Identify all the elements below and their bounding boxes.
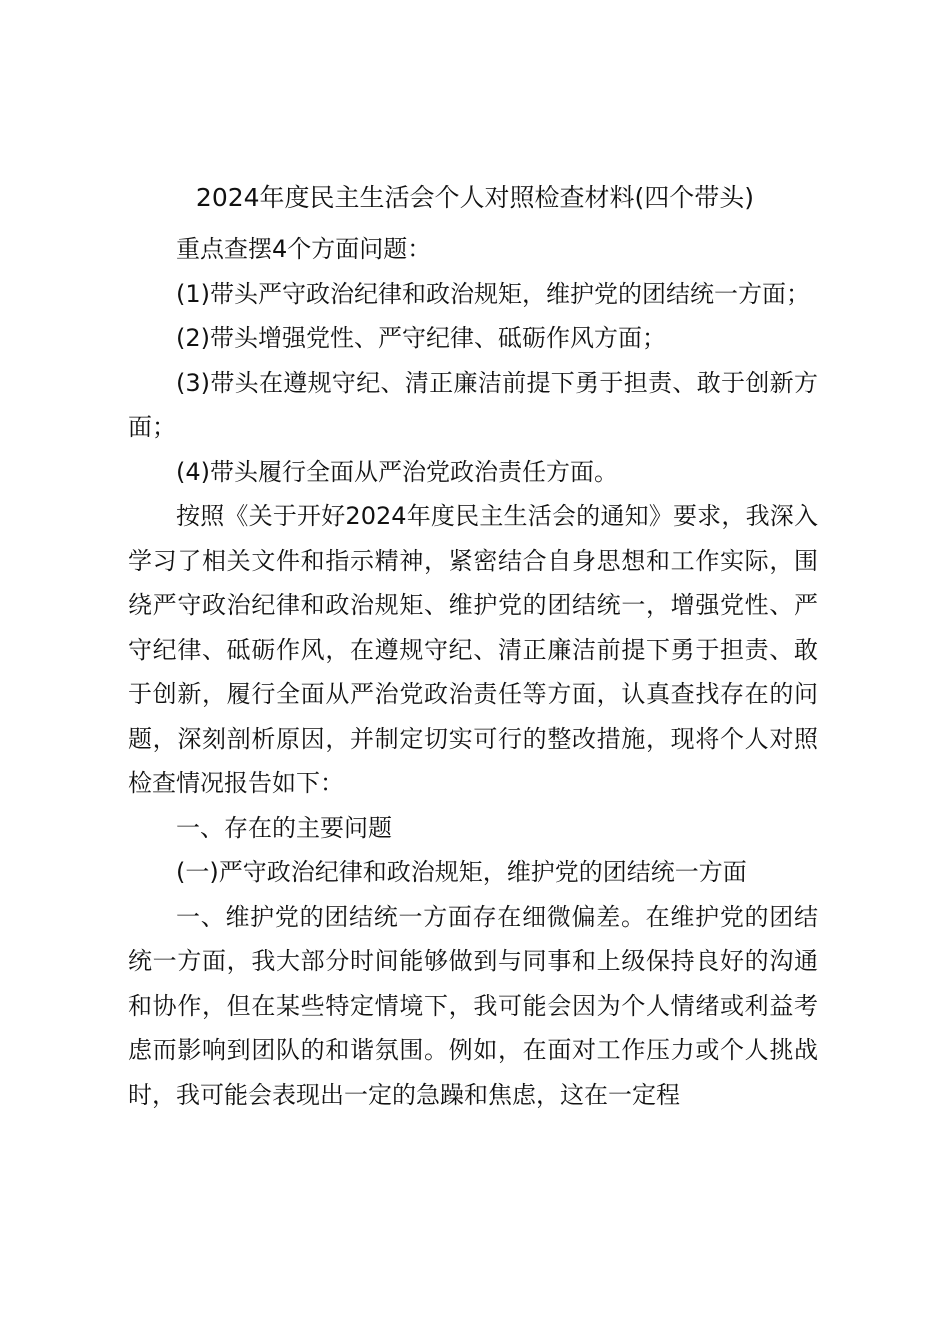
document-body — [128, 227, 818, 1117]
paragraph-item-2: (2)带头增强党性、严守纪律、砥砺作风方面； — [176, 324, 666, 352]
paragraph-preface: 按照《关于开好2024年度民主生活会的通知》要求，我深入学习了相关文件和指示精神，紧密结合自身思想和工作实际，围绕严守政治纪律和政治规矩、维护党的团结统一，增强党性、严守纪律、砥砺作风，在遵规守纪、清正廉洁前提下勇于担责、敢于创新，履行全面从严治党政治责任等方面，认真查找存在的问题，深刻剖析原因，并制定切实可行的整改措施，现将个人对照检查情况报告如下： — [128, 502, 818, 797]
paragraph-item-4: (4)带头履行全面从严治党政治责任方面。 — [176, 457, 618, 486]
paragraph-item-1: (1)带头严守政治纪律和政治规矩，维护党的团结统一方面； — [176, 279, 810, 308]
paragraph-item-3: (3)带头在遵规守纪、清正廉洁前提下勇于担责、敢于创新方面； — [128, 368, 818, 441]
subsection-heading: (一)严守政治纪律和政治规矩，维护党的团结统一方面 — [176, 858, 747, 886]
paragraph-intro: 重点查摆4个方面问题： — [176, 235, 432, 263]
paragraph-body: 一、维护党的团结统一方面存在细微偏差。在维护党的团结统一方面，我大部分时间能够做到与同事和上级保持良好的沟通和协作，但在某些特定情境下，我可能会因为个人情绪或利益考虑而影响到团队的和谐氛围。例如，在面对工作压力或个人挑战时，我可能会表现出一定的急躁和焦虑，这在一定程 — [128, 902, 818, 1109]
section-heading: 一、存在的主要问题 — [176, 813, 392, 842]
document-title: 2024年度民主生活会个人对照检查材料(四个带头) — [195, 183, 755, 212]
